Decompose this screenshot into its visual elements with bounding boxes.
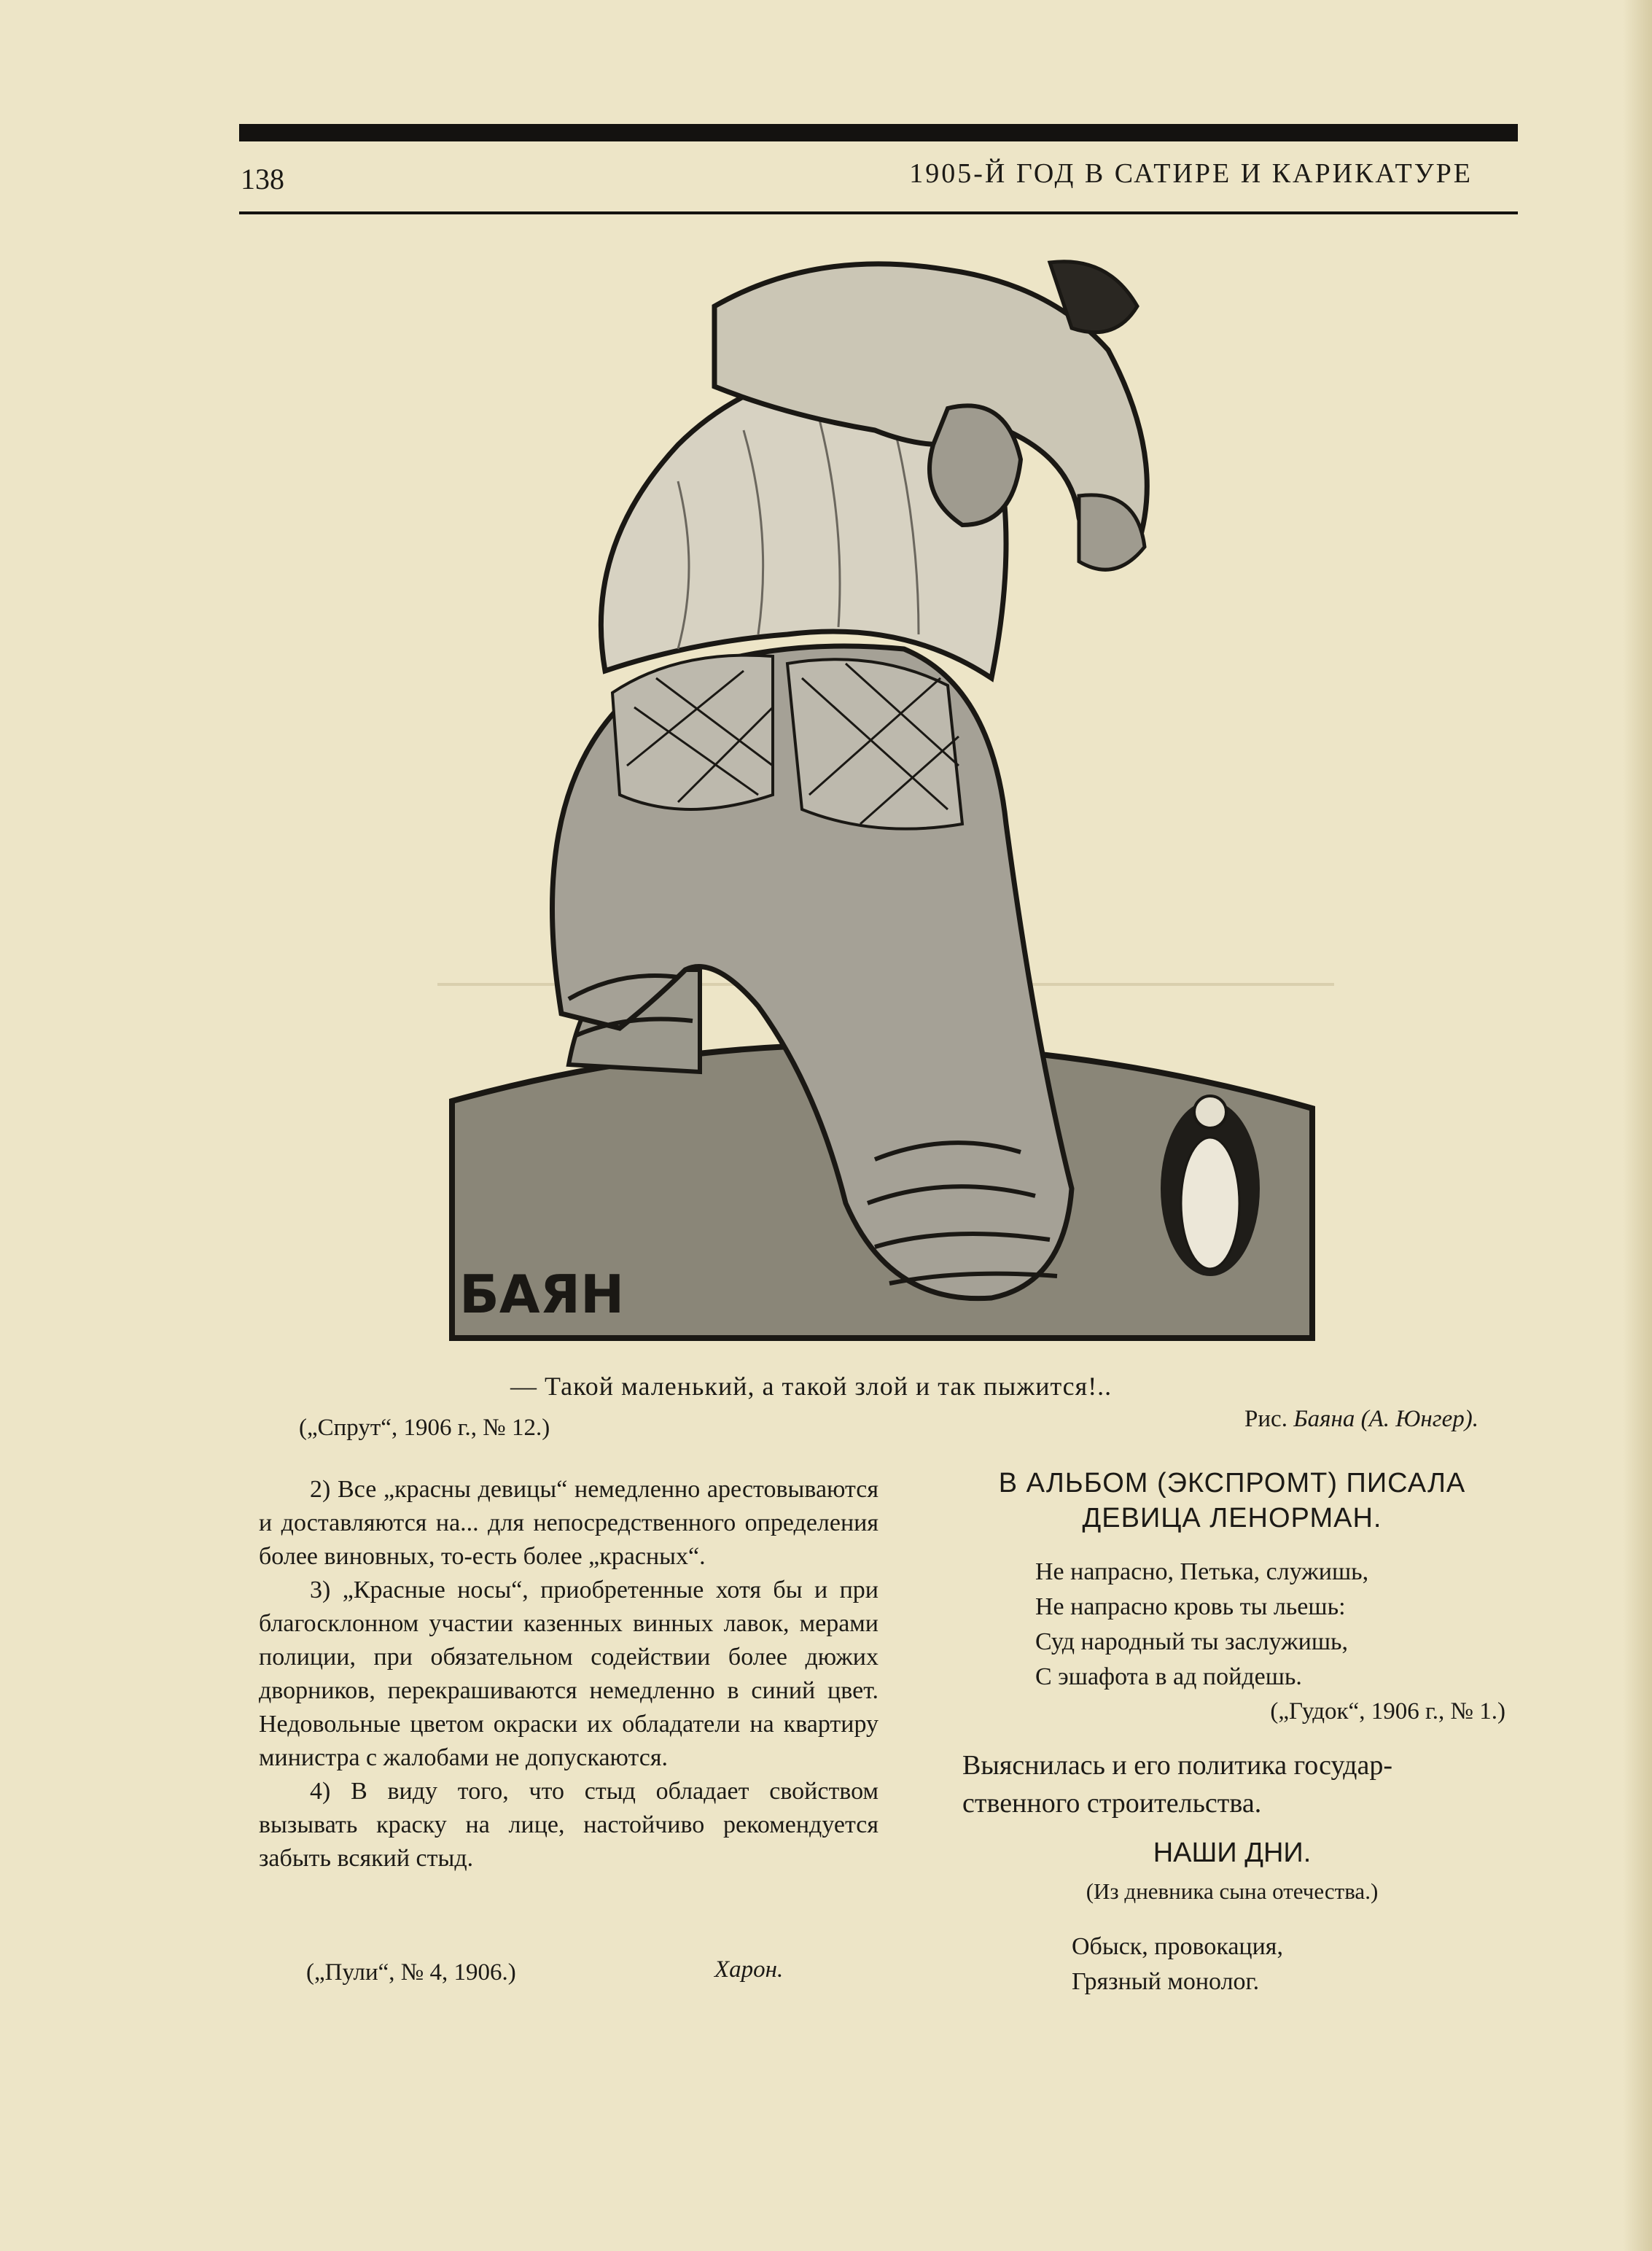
left-column-signoff	[306, 1956, 817, 1986]
right-column	[940, 1466, 1524, 1728]
verse-line: Не напрасно, Петька, служишь,	[1035, 1558, 1369, 1585]
verse-line: Суд народный ты заслужишь,	[1035, 1628, 1349, 1655]
left-column-source: („Пули“, № 4, 1906.)	[306, 1959, 516, 1986]
poem-title-line2: ДЕВИЦА ЛЕНОРМАН.	[1082, 1503, 1382, 1533]
illustration-source: („Спрут“, 1906 г., № 12.)	[299, 1415, 550, 1441]
politics-paragraph	[962, 1746, 1546, 1822]
artist-signature: БАЯН	[459, 1264, 625, 1325]
running-title: 1905-Й ГОД В САТИРЕ И КАРИКАТУРЕ	[909, 158, 1473, 189]
politics-line: ственного строительства.	[962, 1788, 1262, 1819]
left-column-author: Харон.	[714, 1956, 784, 1983]
caricature-illustration	[437, 241, 1334, 1349]
credit-prefix: Рис.	[1244, 1406, 1287, 1432]
section-subtitle: (Из дневника сына отечества.)	[1086, 1878, 1379, 1904]
credit-real-name: (А. Юнгер).	[1360, 1406, 1478, 1432]
poem-title-line1: В АЛЬБОМ (ЭКСПРОМТ) ПИСАЛА	[998, 1468, 1466, 1498]
header-rule	[239, 211, 1518, 214]
verse-line: С эшафота в ад пойдешь.	[1035, 1663, 1302, 1690]
verse-source: („Гудок“, 1906 г., № 1.)	[1270, 1698, 1505, 1725]
illustration-caption: — Такой маленький, а такой злой и так пыжится!..	[510, 1372, 1113, 1401]
credit-name: Баяна	[1293, 1406, 1355, 1432]
illustration-credit	[1244, 1406, 1478, 1433]
verse-line: Обыск, провокация,	[1072, 1933, 1283, 1960]
second-verse	[1072, 1929, 1283, 1999]
verse-line: Грязный монолог.	[1072, 1968, 1260, 1995]
verse-line: Не напрасно кровь ты льешь:	[1035, 1593, 1346, 1620]
politics-line: Выяснилась и его политика государ-	[962, 1750, 1393, 1781]
paragraph: 4) В виду того, что стыд обладает свойством вызывать краску на лице, настойчиво рекомендуется забыть всякий стыд.	[259, 1778, 878, 1872]
page-number: 138	[241, 163, 284, 195]
section-title: НАШИ ДНИ.	[1153, 1838, 1312, 1868]
left-column	[259, 1473, 878, 1875]
paragraph: 3) „Красные носы“, приобретенные хотя бы и при благосклонном участии казенных винных лавок, мерами полиции, при обязательном содействии более дюжих дворников, перекрашиваются немедленно в синий цвет. Недовольные цветом окраски их обладатели на квартиру министра с жалобами не допускаются.	[259, 1577, 878, 1771]
header-bar	[239, 124, 1518, 141]
paragraph: 2) Все „красны девицы“ немедленно арестовываются и доставляются на... для непосредственного определения более виновных, то-есть более „красных“.	[259, 1476, 878, 1570]
